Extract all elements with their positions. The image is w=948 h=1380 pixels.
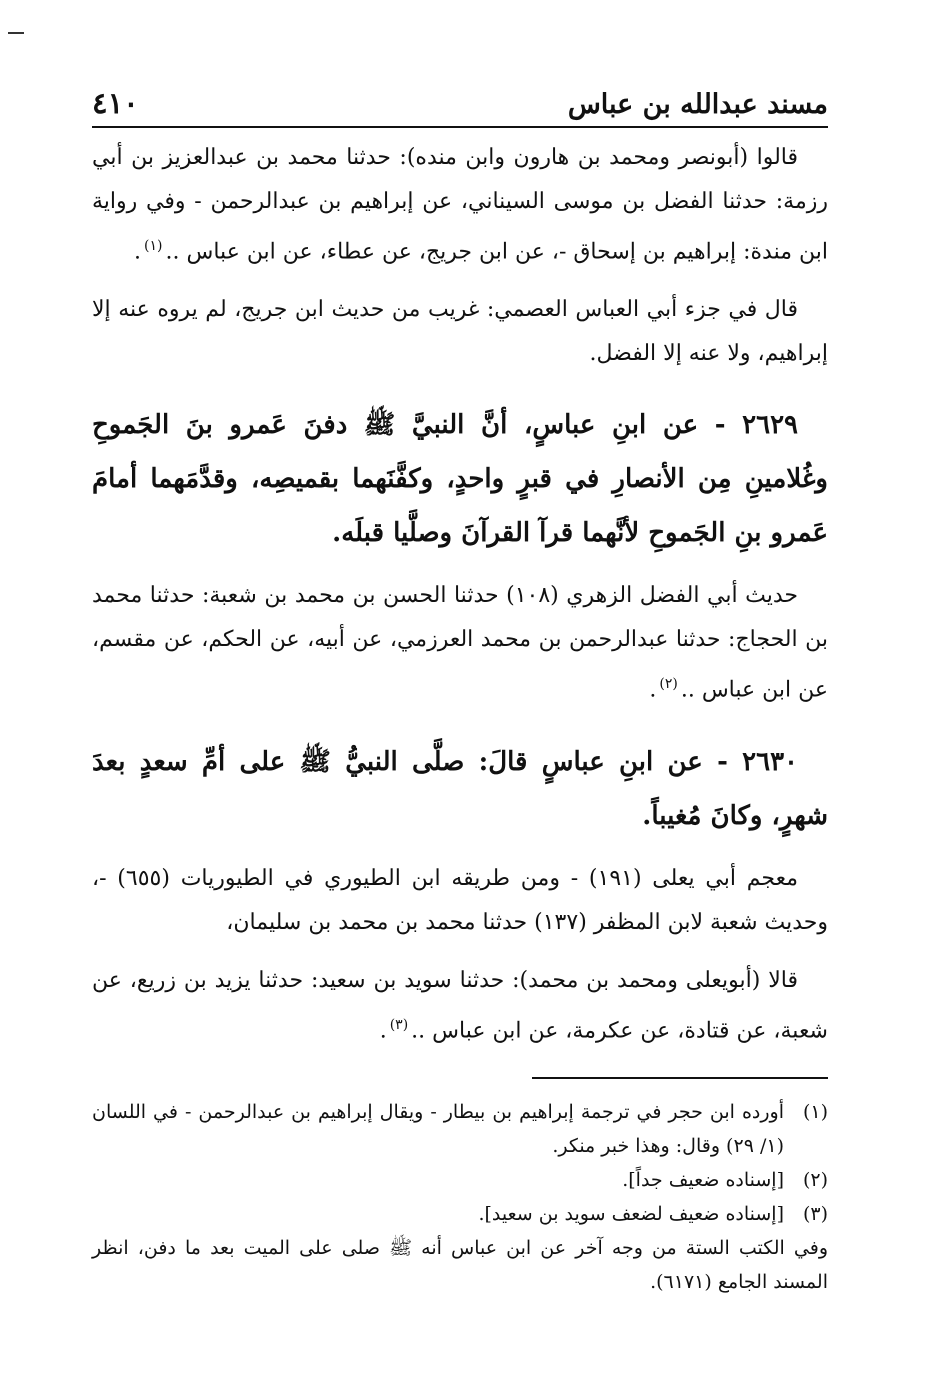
hadith-text: ٢٦٢٩ - عن ابنِ عباسٍ، أنَّ النبيَّ ﷺ دفنَ عَمرو بنَ الجَموحِ وغُلامينِ مِن الأنصارِ في قبرٍ واحدٍ، وكفَّنَهما بقميصِه، وقدَّمَهما أمامَ عَمرو بنِ الجَموحِ لأنَّهما قرآ القرآنَ وصلَّيا قبلَه.: [92, 410, 828, 549]
scan-mark: [8, 32, 24, 34]
source-paragraph: قالا (أبويعلى ومحمد بن محمد): حدثنا سويد بن سعيد: حدثنا يزيد بن زريع، عن شعبة، عن قتادة، عن عكرمة، عن ابن عباس ..$^{(٣)}$.: [92, 967, 828, 1043]
footnote: [92, 1163, 828, 1197]
footnote-separator: [532, 1077, 828, 1079]
hadith-text: ٢٦٣٠ - عن ابنِ عباسٍ قالَ: صلَّى النبيُّ ﷺ على أمِّ سعدٍ بعدَ شهرٍ، وكانَ مُغيباً.: [92, 746, 828, 831]
source-paragraph: حديث أبي الفضل الزهري (١٠٨) حدثنا الحسن بن محمد بن شعبة: حدثنا محمد بن الحجاج: حدثنا عبدالرحمن بن محمد العرزمي، عن أبيه، عن الحكم، عن مقسم، عن ابن عباس ..$^{(٢)}$.: [92, 583, 828, 703]
footnote: [92, 1197, 828, 1231]
source-paragraph: معجم أبي يعلى (١٩١) - ومن طريقه ابن الطيوري في الطيوريات (٦٥٥) -، وحديث شعبة لابن المظفر (١٣٧) حدثنا محمد بن محمد بن سليمان،: [92, 865, 828, 935]
footnote-text: أورده ابن حجر في ترجمة إبراهيم بن بيطار - ويقال إبراهيم بن عبدالرحمن - في اللسان (١/ ٢٩) وقال: وهذا خبر منكر.: [92, 1100, 784, 1157]
footnote-text: [إسناده ضعيف جداً].: [622, 1168, 784, 1191]
footnotes: [92, 1095, 828, 1299]
page-header: [92, 72, 828, 128]
footnote-ref: (٣): [389, 1016, 409, 1033]
book-page: [92, 72, 828, 1299]
footnote-text: [إسناده ضعيف لضعف سويد بن سعيد].: [478, 1202, 784, 1225]
footnote-mark: (٢): [802, 1168, 828, 1191]
footnote: [92, 1095, 828, 1163]
footnote-ref: (١): [144, 238, 163, 254]
source-paragraph: قال في جزء أبي العباس العصمي: غريب من حديث ابن جريج، لم يروه عنه إلا إبراهيم، ولا عنه إلا الفضل.: [92, 297, 828, 367]
footnote-mark: (١): [802, 1100, 828, 1123]
footnote-ref: (٢): [659, 676, 678, 693]
footnote-mark: (٣): [802, 1202, 828, 1225]
footnote-continuation: وفي الكتب الستة من وجه آخر عن ابن عباس أنه ﷺ صلى على الميت بعد ما دفن، انظر المسند الجامع (٦١٧١).: [92, 1236, 828, 1293]
running-title: مسند عبدالله بن عباس: [567, 89, 828, 120]
page-number: ٤١٠: [92, 86, 139, 120]
source-paragraph: قالوا (أبونصر ومحمد بن هارون وابن منده): حدثنا محمد بن عبدالعزيز بن أبي رزمة: حدثنا الفضل بن موسى السيناني، عن إبراهيم بن عبدالرحمن - وفي رواية ابن مندة: إبراهيم بن إسحاق -، عن ابن جريج، عن عطاء، عن ابن عباس ..$^{(١)}$.: [92, 145, 828, 265]
